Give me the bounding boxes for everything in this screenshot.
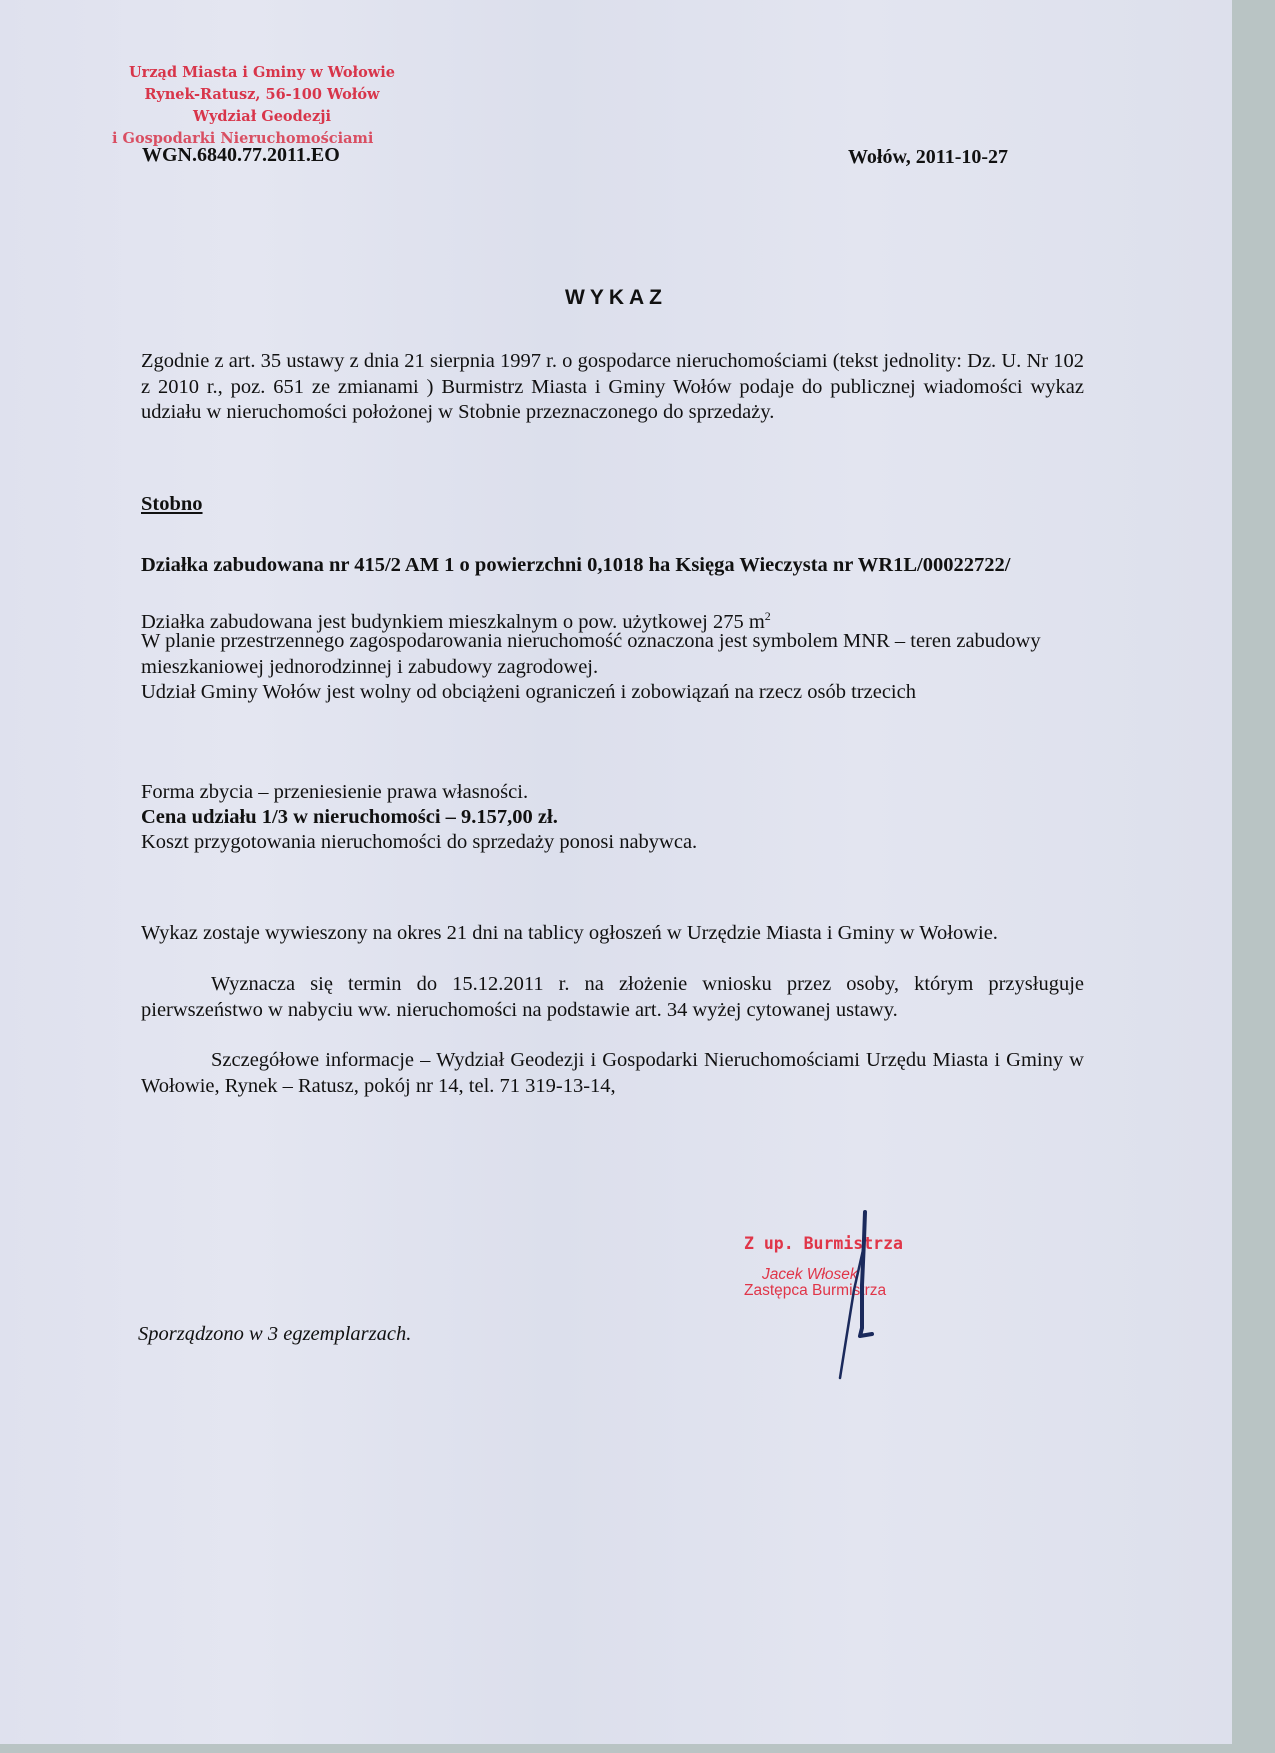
copies-note: Sporządzono w 3 egzemplarzach. <box>138 1323 412 1345</box>
document-title: WYKAZ <box>565 286 667 309</box>
handwritten-signature-icon <box>820 1200 900 1380</box>
office-stamp-line: Rynek-Ratusz, 56-100 Wołów <box>144 86 380 103</box>
disposal-form: Forma zbycia – przeniesienie prawa własności. <box>141 781 529 803</box>
price-line: Cena udziału 1/3 w nieruchomości – 9.157,00 zł. <box>141 806 558 828</box>
office-stamp-line: Urząd Miasta i Gminy w Wołowie <box>129 64 395 81</box>
office-stamp-line: Wydział Geodezji <box>193 108 331 125</box>
office-stamp <box>112 62 412 150</box>
reference-number: WGN.6840.77.2011.EO <box>142 144 340 166</box>
signature-stamp-title: Z up. Burmistrza <box>744 1234 903 1253</box>
contact-info: Szczegółowe informacje – Wydział Geodezji i Gospodarki Nieruchomościami Urzędu Miasta i Gminy w Wołowie, Rynek – Ratusz, pokój nr 14, tel. 71 319-13-14, <box>141 1049 1084 1097</box>
place-date: Wołów, 2011-10-27 <box>848 146 1009 168</box>
signature-stamp-role: Zastępca Burmistrza <box>744 1282 887 1299</box>
encumbrance-text: Udział Gminy Wołów jest wolny od obciążeni ograniczeń i zobowiązań na rzecz osób trzecich <box>141 681 916 703</box>
intro-paragraph: Zgodnie z art. 35 ustawy z dnia 21 sierpnia 1997 r. o gospodarce nieruchomościami (tekst jednolity: Dz. U. Nr 102 z 2010 r., poz. 651 ze zmianami ) Burmistrz Miasta i Gminy Wołów podaje do publicznej wiadomości wykaz udziału w nieruchomości położonej w Stobnie przeznaczonego do sprzedaży. <box>141 350 1084 423</box>
location-heading: Stobno <box>141 493 203 515</box>
zoning-text: W planie przestrzennego zagospodarowania nieruchomość oznaczona jest symbolem MNR – teren zabudowy mieszkaniowej jednorodzinnej i zabudowy zagrodowej. <box>141 630 1041 678</box>
posting-notice: Wykaz zostaje wywieszony na okres 21 dni na tablicy ogłoszeń w Urzędzie Miasta i Gminy w Wołowie. <box>141 922 998 944</box>
building-line: Działka zabudowana jest budynkiem mieszkalnym o pow. użytkowej 275 m <box>141 610 765 633</box>
signature-stamp-name: Jacek Włosek <box>762 1266 858 1283</box>
office-stamp-line: i Gospodarki Nieruchomościami <box>112 130 374 147</box>
unit-superscript: 2 <box>764 609 771 623</box>
property-heading: Działka zabudowana nr 415/2 AM 1 o powierzchni 0,1018 ha Księga Wieczysta nr WR1L/00022722/ <box>141 554 1011 576</box>
cost-line: Koszt przygotowania nieruchomości do sprzedaży ponosi nabywca. <box>141 831 698 853</box>
deadline-notice: Wyznacza się termin do 15.12.2011 r. na złożenie wniosku przez osoby, którym przysługuje pierwszeństwo w nabyciu ww. nieruchomości na podstawie art. 34 wyżej cytowanej ustawy. <box>141 973 1084 1021</box>
